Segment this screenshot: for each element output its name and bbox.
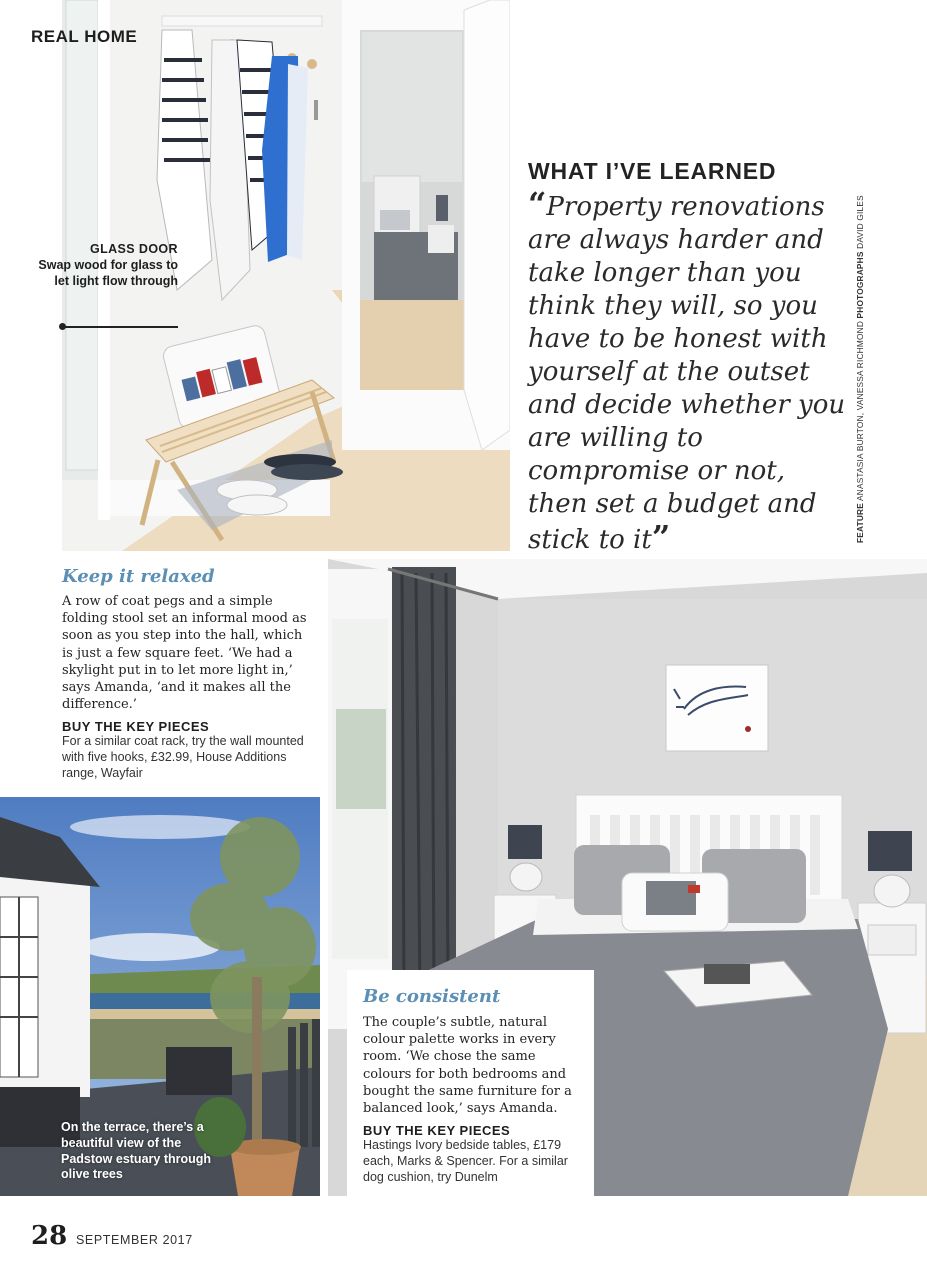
be-consistent-title: Be consistent bbox=[363, 986, 501, 1007]
consistent-buy-body: Hastings Ivory bedside tables, £179 each, Marks & Spencer. For a similar dog cushion, try Dunelm bbox=[363, 1138, 568, 1184]
learned-heading: WHAT I’VE LEARNED bbox=[528, 158, 777, 184]
keep-relaxed-body: A row of coat pegs and a simple folding stool set an informal mood as soon as you step into the hall, which is just a few square feet. ‘We had a skylight put in to let more light in,’ says Amanda, ‘and it makes all the difference.’ bbox=[62, 594, 307, 713]
callout-line bbox=[62, 326, 178, 328]
photo-credits bbox=[855, 195, 865, 543]
open-quote-mark: “ bbox=[528, 185, 547, 223]
glass-door-annotation bbox=[38, 241, 178, 289]
be-consistent-panel bbox=[347, 970, 594, 1196]
keep-relaxed-title: Keep it relaxed bbox=[62, 566, 215, 587]
be-consistent-body: The couple’s subtle, natural colour palette works in every room. ‘We chose the same colours for both bedrooms and bought the same furniture for a balanced look,’ says Amanda. bbox=[363, 1015, 572, 1117]
credit-photo-label: PHOTOGRAPHS bbox=[855, 251, 865, 319]
quote-text: Property renovations are always harder and take longer than you think they will, so you have to be honest with yourself at the outset and decide whether you are willing to compromise or not, then set a budget and stick to it bbox=[528, 192, 846, 555]
credit-feature-names: ANASTASIA BURTON, VANESSA RICHMOND bbox=[855, 320, 865, 501]
terrace-caption: On the terrace, there’s a beautiful view of the Padstow estuary through olive trees bbox=[61, 1120, 212, 1182]
glass-door-text: Swap wood for glass to let light flow through bbox=[38, 258, 178, 288]
keep-relaxed-section bbox=[62, 566, 307, 782]
glass-door-title: GLASS DOOR bbox=[89, 242, 178, 256]
credit-feature-label: FEATURE bbox=[855, 503, 865, 543]
credit-photo-names: DAVID GILES bbox=[855, 195, 865, 249]
pull-quote bbox=[528, 185, 848, 557]
relaxed-buy-title: BUY THE KEY PIECES bbox=[62, 719, 210, 735]
page-number: 28 bbox=[31, 1221, 68, 1251]
section-tag: REAL HOME bbox=[31, 27, 138, 46]
relaxed-buy-body: For a similar coat rack, try the wall mounted with five hooks, £32.99, House Additions range, Wayfair bbox=[62, 734, 304, 781]
consistent-buy-title: BUY THE KEY PIECES bbox=[363, 1123, 511, 1139]
close-quote-mark: ” bbox=[651, 518, 671, 556]
issue-date: SEPTEMBER 2017 bbox=[76, 1233, 193, 1247]
